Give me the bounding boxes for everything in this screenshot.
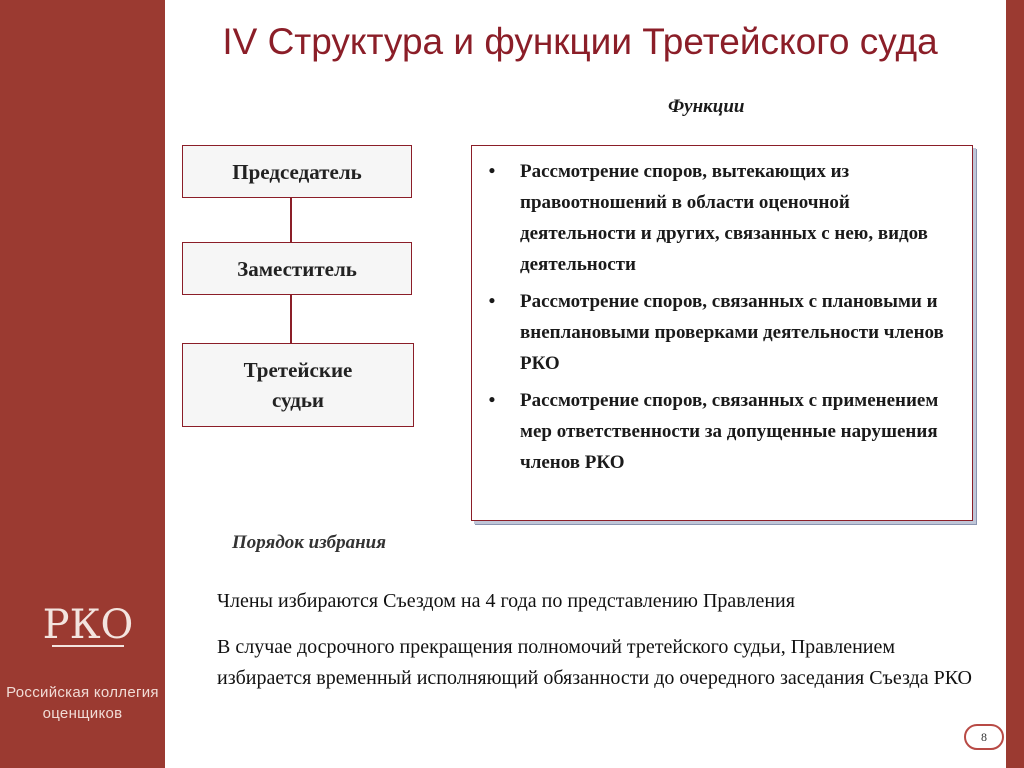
deputy-box xyxy=(182,242,412,295)
bullet-icon: • xyxy=(488,161,496,182)
chair-box xyxy=(182,145,412,198)
svg-text:РКО: РКО xyxy=(42,602,134,648)
org-name: Российская коллегия оценщиков xyxy=(6,684,159,722)
left-sidebar xyxy=(0,0,165,768)
election-paragraph: Члены избираются Съездом на 4 года по представлению Правления xyxy=(217,590,795,612)
function-text: Рассмотрение споров, связанных с плановыми и внеплановыми проверками деятельности членов РКО xyxy=(520,291,944,374)
functions-list xyxy=(472,146,972,478)
election-label: Порядок избрания xyxy=(232,532,386,553)
deputy-label: Заместитель xyxy=(237,256,357,281)
judges-label: Третейские судьи xyxy=(243,358,353,412)
function-text: Рассмотрение споров, вытекающих из правоотношений в области оценочной деятельности и других, связанных с нею, видов деятельности xyxy=(520,161,928,275)
connector-line xyxy=(290,198,292,242)
function-text: Рассмотрение споров, связанных с применением мер ответственности за допущенные нарушения членов РКО xyxy=(520,390,939,473)
judges-box xyxy=(182,343,414,427)
functions-panel xyxy=(471,145,973,521)
election-paragraph: В случае досрочного прекращения полномочий третейского судьи, Правлением избирается временный исполняющий обязанности до очередного заседания Съезда РКО xyxy=(217,636,972,689)
page-number-badge xyxy=(964,724,1004,750)
page-number: 8 xyxy=(981,729,987,744)
rko-logo xyxy=(42,596,134,652)
bullet-icon: • xyxy=(488,291,496,312)
list-item xyxy=(482,156,964,280)
list-item xyxy=(482,385,964,478)
connector-line xyxy=(290,295,292,343)
list-item xyxy=(482,286,964,379)
slide-title: IV Структура и функции Третейского суда xyxy=(222,21,938,62)
chair-label: Председатель xyxy=(232,159,362,184)
functions-label: Функции xyxy=(668,96,745,117)
right-sidebar xyxy=(1006,0,1024,768)
bullet-icon: • xyxy=(488,390,496,411)
